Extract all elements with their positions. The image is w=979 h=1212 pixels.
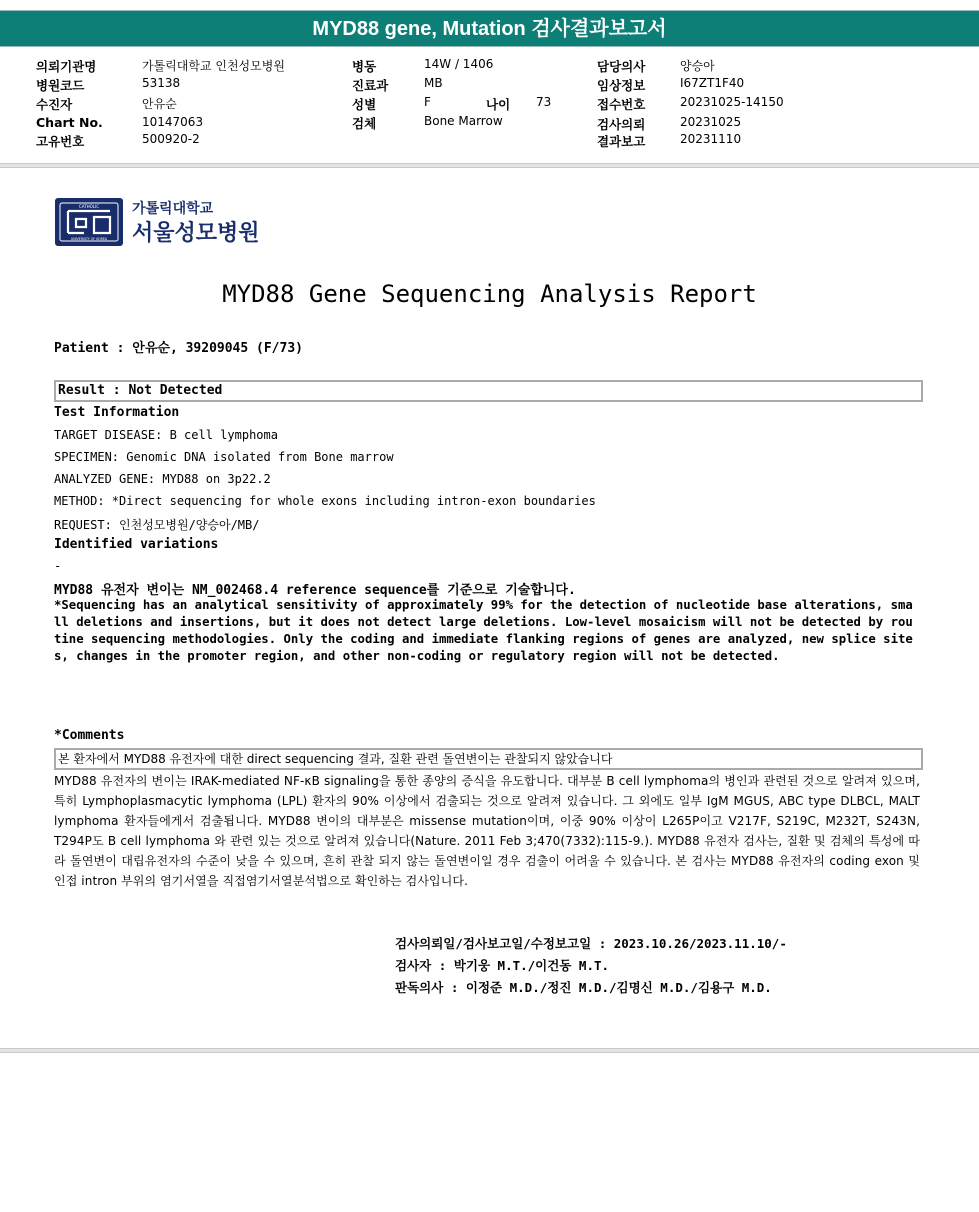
requesting-institution-label: 의뢰기관명 bbox=[36, 59, 97, 74]
ward-value: 14W / 1406 bbox=[424, 57, 494, 71]
svg-text:CATHOLIC: CATHOLIC bbox=[78, 204, 100, 209]
unique-id-value: 500920-2 bbox=[142, 132, 200, 146]
chart-no-label: Chart No. bbox=[36, 115, 103, 130]
hospital-code-value: 53138 bbox=[142, 76, 181, 90]
report-dates: 검사의뢰일/검사보고일/수정보고일 : 2023.10.26/2023.11.10/- bbox=[395, 936, 787, 951]
request-date-label: 검사의뢰 bbox=[597, 117, 646, 132]
method-line: METHOD: *Direct sequencing for whole exons including intron-exon boundaries bbox=[54, 494, 596, 508]
chart-no-value: 10147063 bbox=[142, 115, 204, 129]
patient-info-panel bbox=[0, 55, 979, 155]
hospital-code-label: 병원코드 bbox=[36, 78, 85, 93]
comment-body: MYD88 유전자의 변이는 IRAK-mediated NF-κB signaling을 통한 종양의 증식을 유도합니다. 대부분 B cell lymphoma의 병인과 관련된 것으로 알려져 있으며, 특히 Lymphoplasmacytic lymphoma (LPL) 환자의 90% 이상에서 검출되는 것으로 알려져 있습니다. 그 외에도 일부 IgM MGUS, ABC type DLBCL, MALT lymphoma 환자들에게서 검출됩니다. MYD88 변이의 대부분은 missense mutation이며, 이중 90% 이상이 L265P이고 V217F, S219C, M232T, S243N, T294P도 B cell lymphoma 와 관련 있는 것으로 알려져 있습니다(Nature. 2011 Feb 3;470(7332):115-9.). MYD88 유전자 검사는, 질환 및 검체의 특성에 따라 돌연변이 대립유전자의 수준이 낮을 수 있으며, 흔히 관찰 되지 않는 돌연변이일 경우 검출이 어려울 수 있습니다. 본 검사는 MYD88 유전자의 coding exon 및 인접 intron 부위의 염기서열을 직접염기서열분석법으로 확인하는 검사입니다. bbox=[54, 774, 920, 888]
specimen-line: SPECIMEN: Genomic DNA isolated from Bone marrow bbox=[54, 450, 394, 464]
specimen-label: 검체 bbox=[352, 116, 377, 131]
report-date-value: 20231110 bbox=[680, 132, 742, 146]
age-value: 73 bbox=[536, 95, 552, 109]
ward-label: 병동 bbox=[352, 59, 377, 74]
target-disease-line: TARGET DISEASE: B cell lymphoma bbox=[54, 428, 278, 442]
test-information-heading: Test Information bbox=[54, 405, 180, 420]
receipt-number-value: 20231025-14150 bbox=[680, 95, 784, 109]
comments-heading: *Comments bbox=[54, 728, 125, 743]
department-label: 진료과 bbox=[352, 78, 389, 93]
clinical-info-value: I67ZT1F40 bbox=[680, 76, 745, 90]
patient-name-value: 안유순 bbox=[142, 97, 177, 111]
attending-physician-label: 담당의사 bbox=[597, 59, 646, 74]
hospital-logo bbox=[54, 197, 124, 251]
identified-variations-value: - bbox=[54, 559, 62, 573]
sensitivity-disclaimer: *Sequencing has an analytical sensitivity of approximately 99% for the detection of nucleotide base alterations, small deletions and insertions, but it does not detect large deletions. Low-level mosaicism will not be detected by routine sequencing methodologies. Only the coding and immediate flanking regions of genes are analyzed, new splice sites, changes in the promoter region, and other non-coding or regulatory region will not be detected. bbox=[54, 598, 913, 663]
request-line: REQUEST: 인천성모병원/양승아/MB/ bbox=[54, 518, 260, 532]
logo-hospital-name: 서울성모병원 bbox=[132, 221, 260, 246]
analyzed-gene-line: ANALYZED GENE: MYD88 on 3p22.2 bbox=[54, 472, 271, 486]
hospital-seal-icon bbox=[54, 197, 124, 247]
attending-physician-value: 양승아 bbox=[680, 59, 715, 73]
receipt-number-label: 접수번호 bbox=[597, 97, 646, 112]
identified-variations-heading: Identified variations bbox=[54, 537, 219, 552]
clinical-info-label: 임상정보 bbox=[597, 78, 646, 93]
top-divider bbox=[0, 163, 979, 168]
logo-university-name: 가톨릭대학교 bbox=[132, 201, 214, 217]
patient-name-label: 수진자 bbox=[36, 97, 73, 112]
svg-text:UNIVERSITY OF KOREA: UNIVERSITY OF KOREA bbox=[70, 237, 108, 241]
report-title: MYD88 Gene Sequencing Analysis Report bbox=[222, 280, 757, 308]
reference-sequence-note: MYD88 유전자 변이는 NM_002468.4 reference sequence를 기준으로 기술합니다. bbox=[54, 583, 576, 598]
patient-summary: Patient : 안유순, 39209045 (F/73) bbox=[54, 341, 303, 356]
report-date-label: 결과보고 bbox=[597, 134, 646, 149]
specimen-value: Bone Marrow bbox=[424, 114, 503, 128]
result-box: Result : Not Detected bbox=[54, 380, 923, 402]
sex-value: F bbox=[424, 95, 431, 109]
department-value: MB bbox=[424, 76, 443, 90]
request-date-value: 20231025 bbox=[680, 115, 742, 129]
bottom-divider bbox=[0, 1048, 979, 1053]
unique-id-label: 고유번호 bbox=[36, 134, 85, 149]
age-label: 나이 bbox=[486, 97, 511, 112]
sex-label: 성별 bbox=[352, 97, 377, 112]
requesting-institution-value: 가톨릭대학교 인천성모병원 bbox=[142, 59, 285, 73]
comment-summary-box: 본 환자에서 MYD88 유전자에 대한 direct sequencing 결과, 질환 관련 돌연변이는 관찰되지 않았습니다 bbox=[54, 748, 923, 770]
physician-signature: 판독의사 : 이정준 M.D./정진 M.D./김명신 M.D./김용구 M.D. bbox=[395, 980, 772, 995]
technician-signature: 검사자 : 박기웅 M.T./이건동 M.T. bbox=[395, 958, 610, 973]
report-header-title: MYD88 gene, Mutation 검사결과보고서 bbox=[0, 10, 979, 47]
